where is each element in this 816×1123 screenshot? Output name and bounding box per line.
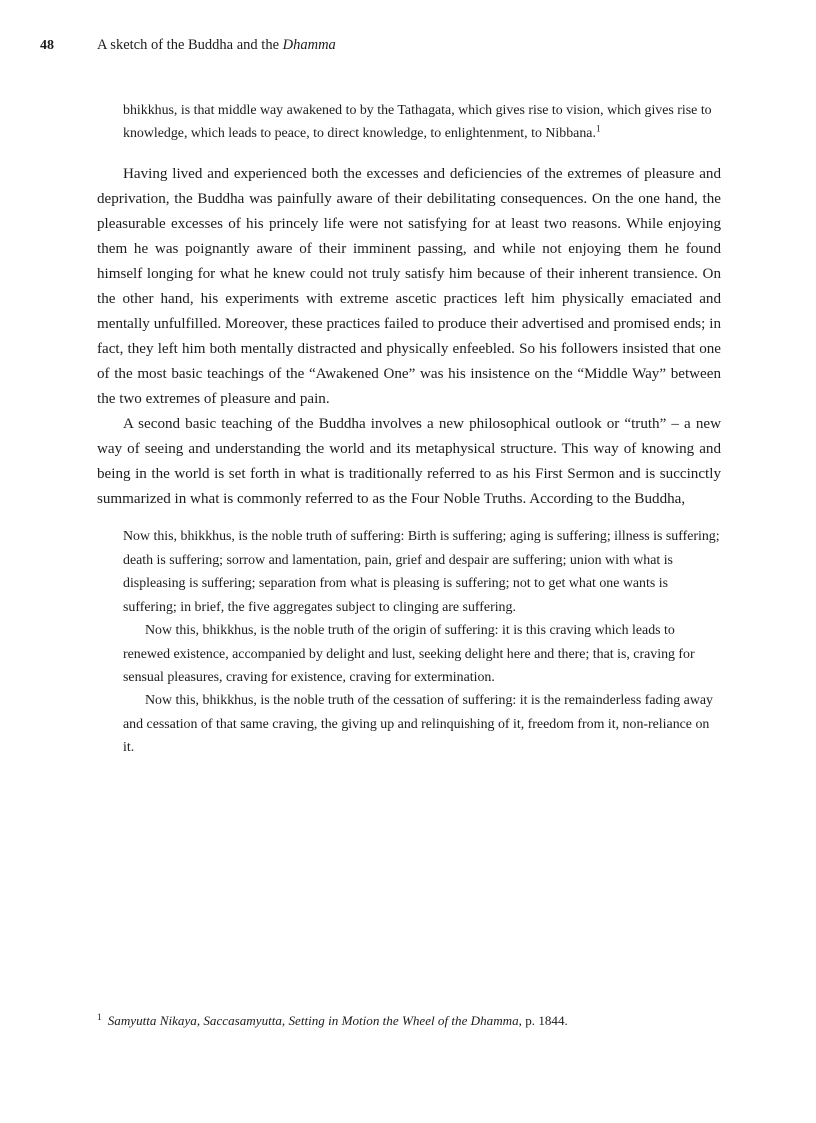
block-quote-four-noble-truths [123,525,721,759]
body-paragraph-1: Having lived and experienced both the excesses and deficiencies of the extremes of pleasure and deprivation, the Buddha was painfully aware of their debilitating consequences. On the one hand, the pleasurable excesses of his princely life were not satisfying for at least two reasons. While enjoying them he was poignantly aware of their imminent passing, and while not enjoying them he found himself longing for what he knew could not truly satisfy him because of their inherent transience. On the other hand, his experiments with extreme ascetic practices left him physically emaciated and mentally unfulfilled. Moreover, these practices failed to produce their advertised and promised ends; in fact, they left him both mentally distracted and physically enfeebled. So his followers insisted that one of the most basic teachings of the “Awakened One” was his insistence on the “Middle Way” between the two extremes of pleasure and pain. [97,165,721,408]
footnote-source-italic: Samyutta Nikaya, Saccasamyutta, Setting in Motion the Wheel of the Dhamma [107,1013,519,1028]
block-quote-text: bhikkhus, is that middle way awakened to by the Tathagata, which gives rise to vision, which gives rise to knowledge, which leads to peace, to direct knowledge, to enlightenment, to Nibbana. [123,103,712,142]
block-quote-paragraph-3: Now this, bhikkhus, is the noble truth of the cessation of suffering: it is the remainderless fading away and cessation of that same craving, the giving up and relinquishing of it, freedom from it, non-reliance on it. [123,693,713,756]
footnote-source-roman: , p. 1844. [518,1013,568,1028]
block-quote-paragraph-2: Now this, bhikkhus, is the noble truth of the origin of suffering: it is this craving which leads to renewed existence, accompanied by delight and lust, seeking delight here and there; that is, craving for sensual pleasures, craving for existence, craving for extermination. [123,623,695,685]
running-head-title-italic: Dhamma [282,37,336,53]
page-number: 48 [40,38,54,53]
spacer [97,512,721,525]
spacer [97,146,721,162]
running-head-title [97,37,336,53]
block-quote-paragraph-1: Now this, bhikkhus, is the noble truth of suffering: Birth is suffering; aging is suffering; illness is suffering; death is suffering; sorrow and lamentation, pain, grief and despair are suffering; union with what is displeasing is suffering; separation from what is pleasing is suffering; not to get what one wants is suffering; in brief, the five aggregates subject to clinging are suffering. [123,529,720,615]
text-column [97,99,721,760]
running-head [40,36,740,55]
footnote-reference-marker[interactable]: 1 [595,124,601,135]
footnote-number: 1 [97,1012,102,1023]
block-quote-paragraph [123,99,721,146]
body-paragraph-2: A second basic teaching of the Buddha involves a new philosophical outlook or “truth” – a new way of seeing and understanding the world and its metaphysical structure. This way of knowing and being in the world is set forth in what is traditionally referred to as his First Sermon and is succinctly summarized in what is commonly referred to as the Four Noble Truths. According to the Buddha, [97,416,721,508]
block-quote-first-sermon-middle-way [123,99,721,146]
running-head-title-roman: A sketch of the Buddha and the [97,37,283,53]
footnote-1 [97,1012,721,1030]
